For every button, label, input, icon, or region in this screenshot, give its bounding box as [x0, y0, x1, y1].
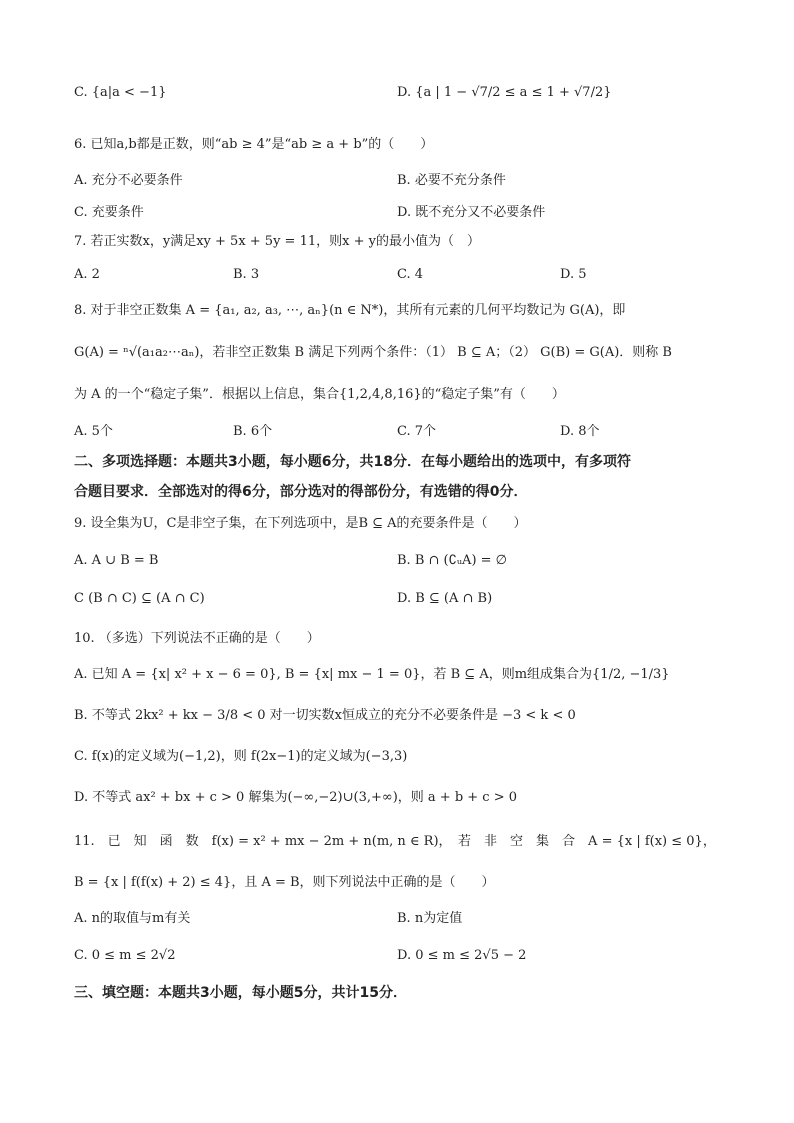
q8-option-c: C. 7个 [397, 424, 437, 439]
q10-option-c: C. f(x)的定义域为(−1,2)，则 f(2x−1)的定义域为(−3,3) [74, 749, 408, 764]
section3-heading: 三、填空题：本题共3小题，每小题5分，共计15分． [74, 985, 407, 1001]
q10-option-d: D. 不等式 ax² + bx + c > 0 解集为(−∞,−2)∪(3,+∞)，则 a + b + c > 0 [74, 790, 518, 805]
q8-stem-line1: 8. 对于非空正数集 A = {a₁, a₂, a₃, ⋯, aₙ}(n ∈ N*)，其所有元素的几何平均数记为 G(A)，即 [74, 303, 626, 318]
q7-stem: 7. 若正实数x，y满足xy + 5x + 5y = 11，则x + y的最小值为（ ） [74, 234, 480, 249]
q11-option-b: B. n为定值 [397, 911, 463, 926]
q6-option-b: B. 必要不充分条件 [397, 173, 506, 188]
q5-option-c: C. {a|a < −1} [74, 85, 167, 100]
section2-heading-line2: 合题目要求．全部选对的得6分，部分选对的得部份分，有选错的得0分． [74, 484, 528, 500]
q7-option-b: B. 3 [233, 267, 260, 282]
q9-option-c: C (B ∩ C) ⊆ (A ∩ C) [74, 591, 205, 606]
q6-option-d: D. 既不充分又不必要条件 [397, 205, 546, 220]
q8-option-a: A. 5个 [74, 424, 113, 439]
q11-stem-line1: 11. 已 知 函 数 f(x) = x² + mx − 2m + n(m, n ∈ R)， 若 非 空 集 合 A = {x | f(x) ≤ 0}， [74, 834, 716, 849]
q9-option-b: B. B ∩ (∁ᵤA) = ∅ [397, 553, 507, 568]
q10-option-b: B. 不等式 2kx² + kx − 3/8 < 0 对一切实数x恒成立的充分不必要条件是 −3 < k < 0 [74, 708, 576, 723]
q9-option-d: D. B ⊆ (A ∩ B) [397, 591, 493, 606]
q11-option-a: A. n的取值与m有关 [74, 911, 191, 926]
q6-option-a: A. 充分不必要条件 [74, 173, 183, 188]
q6-stem: 6. 已知a,b都是正数，则“ab ≥ 4”是“ab ≥ a + b”的（ ） [74, 137, 434, 152]
q11-option-d: D. 0 ≤ m ≤ 2√5 − 2 [397, 948, 527, 963]
section2-heading-line1: 二、多项选择题：本题共3小题，每小题6分，共18分．在每小题给出的选项中，有多项符 [74, 454, 631, 470]
q6-option-c: C. 充要条件 [74, 205, 144, 220]
q8-option-d: D. 8个 [560, 424, 600, 439]
q9-stem: 9. 设全集为U，C是非空子集，在下列选项中，是B ⊆ A的充要条件是（ ） [74, 516, 527, 531]
q5-option-d: D. {a | 1 − √7/2 ≤ a ≤ 1 + √7/2} [397, 85, 612, 100]
q7-option-d: D. 5 [560, 267, 587, 282]
q11-option-c: C. 0 ≤ m ≤ 2√2 [74, 948, 176, 963]
q11-stem-line2: B = {x | f(f(x) + 2) ≤ 4}，且 A = B，则下列说法中正确的是（ ） [74, 875, 495, 890]
q8-stem-line2: G(A) = ⁿ√(a₁a₂⋯aₙ)，若非空正数集 B 满足下列两个条件：（1） B ⊆ A；（2） G(B) = G(A)．则称 B [74, 345, 672, 360]
q10-stem: 10. （多选）下列说法不正确的是（ ） [74, 631, 320, 646]
q10-option-a: A. 已知 A = {x| x² + x − 6 = 0}, B = {x| mx − 1 = 0}，若 B ⊆ A，则m组成集合为{1/2, −1/3} [74, 667, 670, 682]
q8-stem-line3: 为 A 的一个“稳定子集”．根据以上信息，集合{1,2,4,8,16}的“稳定子集”有（ ） [74, 387, 565, 402]
q8-option-b: B. 6个 [233, 424, 273, 439]
q7-option-c: C. 4 [397, 267, 424, 282]
q9-option-a: A. A ∪ B = B [74, 553, 159, 568]
q7-option-a: A. 2 [74, 267, 100, 282]
